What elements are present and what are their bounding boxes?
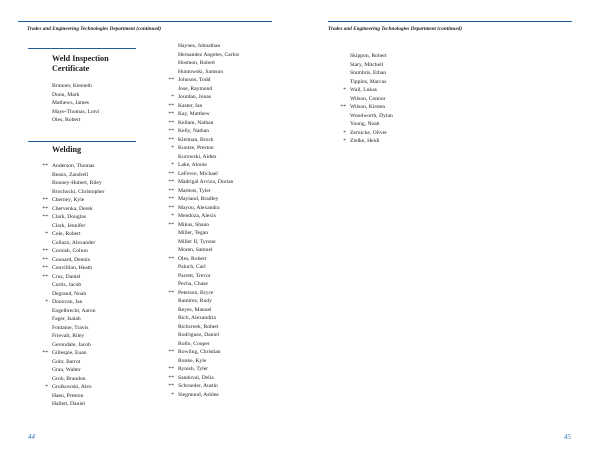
welding-name-list (42, 162, 105, 409)
student-name: Haynes, Johnathan (178, 43, 221, 49)
list-item (52, 315, 105, 324)
list-item (178, 246, 239, 255)
list-item (178, 42, 239, 51)
student-name: Hosmon, Robert (178, 60, 215, 66)
list-item (52, 324, 105, 333)
list-item (350, 69, 393, 78)
student-name: Miller II, Tyrone (178, 238, 216, 245)
list-item (340, 103, 393, 112)
list-item (52, 307, 105, 316)
list-item (178, 59, 239, 68)
student-name: Rollo, Cooper (178, 340, 210, 347)
welding-name-list-continued (168, 42, 240, 399)
honor-mark: ** (42, 205, 48, 212)
list-item (52, 239, 105, 248)
list-item (350, 61, 393, 70)
student-name: Runke, Kyle (178, 357, 207, 364)
honor-mark: ** (42, 197, 48, 203)
student-name: Beaux, Zandrell (52, 171, 89, 178)
list-item (52, 222, 105, 231)
list-item (42, 349, 105, 358)
list-item (171, 212, 239, 221)
student-name: Dunn, Mark (52, 91, 80, 98)
list-item (52, 281, 105, 290)
list-item (171, 161, 239, 170)
honor-mark: ** (168, 136, 174, 143)
list-item (168, 76, 239, 85)
list-item (168, 374, 239, 383)
student-name: Pecha, Chase (178, 281, 208, 287)
student-name: Peterson, Bryce (178, 289, 214, 296)
list-item (42, 213, 105, 222)
honor-mark: * (45, 299, 48, 305)
student-name: Hernandez Angeles, Carlos (178, 51, 240, 58)
list-item (42, 196, 105, 205)
honor-mark: * (171, 94, 174, 100)
list-item (168, 204, 239, 213)
list-item (168, 102, 239, 111)
student-name: Curtis, Jacob (52, 282, 82, 288)
student-name: Woodworth, Dylan (350, 112, 393, 119)
student-name: Mikus, Shaun (178, 221, 210, 228)
list-item (350, 112, 393, 121)
list-item (350, 52, 393, 61)
honor-mark: ** (42, 273, 48, 280)
student-name: Bonney-Hubert, Riley (52, 180, 102, 186)
honor-mark: ** (168, 111, 174, 117)
honor-mark: * (171, 145, 174, 151)
honor-mark: ** (168, 119, 174, 126)
list-item (168, 110, 239, 119)
running-header: Trades and Engineering Technologies Department (continued) (328, 26, 463, 32)
list-item (343, 137, 393, 146)
student-name: Siegmund, Ashlee (178, 391, 219, 398)
student-name: Chervenka, Derek (52, 205, 93, 212)
student-name: Parrett, Trevor (178, 272, 211, 279)
list-item (42, 247, 105, 256)
student-name: Engelbrecht, Aaron (52, 307, 96, 314)
student-name: Tippins, Marcus (350, 78, 387, 85)
list-item (178, 331, 239, 340)
honor-mark: ** (168, 196, 174, 202)
list-item (42, 256, 105, 265)
list-item (42, 205, 105, 214)
list-item (171, 391, 239, 400)
student-name: Rich, Alexandria (178, 315, 216, 321)
student-name: Wilson, Kirsten (350, 104, 386, 110)
honor-mark: * (343, 138, 346, 144)
student-name: Wilson, Connor (350, 95, 386, 102)
student-name: Groh, Brandon (52, 375, 86, 382)
list-item (168, 187, 239, 196)
student-name: Degrand, Noah (52, 290, 87, 297)
weld-inspection-name-list (52, 82, 100, 125)
list-item (178, 238, 239, 247)
student-name: Donovan, Ian (52, 299, 83, 305)
list-item (350, 78, 393, 87)
list-item (52, 108, 100, 117)
list-item (52, 358, 105, 367)
student-name: Stumbris, Ethan (350, 70, 387, 76)
list-item (168, 119, 239, 128)
student-name: Oles, Robert (178, 255, 207, 262)
student-name: Kleiman, Brock (178, 136, 214, 143)
honor-mark: ** (168, 366, 174, 372)
student-name: Clark, Jennifer (52, 222, 86, 229)
right-page (300, 0, 600, 463)
student-name: Cherney, Kyle (52, 197, 85, 203)
list-item (178, 306, 239, 315)
student-name: Martens, Tyler (178, 187, 211, 194)
honor-mark: ** (42, 248, 48, 254)
honor-mark: * (171, 213, 174, 219)
student-name: Stary, Mitchell (350, 61, 384, 68)
honor-mark: ** (168, 221, 174, 228)
student-name: Gohr, Barrot (52, 358, 81, 365)
list-item (52, 290, 105, 299)
list-item (168, 221, 239, 230)
honor-mark: ** (168, 170, 174, 177)
list-item (52, 116, 100, 125)
student-name: Counard, Dennis (52, 256, 90, 263)
student-name: Young, Noah (350, 121, 380, 127)
student-name: Lake, Alonie (178, 162, 207, 168)
student-name: Frievalt, Riley (52, 333, 85, 339)
honor-mark: ** (42, 350, 48, 356)
student-name: Johnson, Todd (178, 77, 211, 83)
list-item (45, 383, 105, 392)
list-item (52, 332, 105, 341)
honor-mark: ** (42, 163, 48, 169)
student-name: Cornish, Colton (52, 248, 88, 254)
student-name: Richcreek, Robert (178, 323, 219, 330)
student-name: Rynish, Tyler (178, 366, 209, 372)
student-name: Maye-Thomas, Lotvi (52, 108, 100, 115)
list-item (168, 289, 239, 298)
honor-mark: * (45, 384, 48, 390)
honor-mark: ** (168, 179, 174, 185)
student-name: Paluch, Carl (178, 264, 206, 270)
list-item (168, 382, 239, 391)
list-item (178, 323, 239, 332)
list-item (45, 230, 105, 239)
list-item (52, 171, 105, 180)
student-name: Huntowski, Samson (178, 68, 224, 75)
list-item (52, 188, 105, 197)
student-name: Kellam, Nathan (178, 119, 214, 126)
student-name: Sandoval, Delia (178, 374, 214, 381)
list-item (52, 392, 105, 401)
student-name: Zielke, Heidi (350, 138, 380, 144)
welding-name-list-right (340, 52, 393, 146)
list-item (45, 298, 105, 307)
list-item (168, 178, 239, 187)
student-name: Jourdan, Jonas (178, 94, 211, 100)
honor-mark: ** (168, 102, 174, 109)
student-name: Kaster, Ian (178, 102, 203, 109)
list-item (42, 162, 105, 171)
list-item (343, 86, 393, 95)
list-item (178, 51, 239, 60)
honor-mark: * (343, 129, 346, 136)
student-name: Moren, Samuel (178, 247, 213, 253)
list-item (168, 255, 239, 264)
list-item (178, 272, 239, 281)
list-item (178, 314, 239, 323)
list-item (52, 341, 105, 350)
honor-mark: * (45, 231, 48, 237)
student-name: Collazo, Alexander (52, 239, 96, 246)
honor-mark: ** (42, 265, 48, 271)
list-item (178, 297, 239, 306)
honor-mark: ** (340, 104, 346, 110)
list-item (178, 280, 239, 289)
student-name: Wall, Lukas (350, 87, 377, 93)
student-name: Jose, Raymond (178, 85, 213, 92)
list-item (171, 144, 239, 153)
list-item (178, 85, 239, 94)
student-name: LeFevre, Michael (178, 170, 218, 177)
student-name: Oles, Robert (52, 117, 81, 123)
student-name: Kurowski, Aiden (178, 153, 217, 160)
student-name: Ramirez, Rudy (178, 298, 212, 304)
list-item (178, 357, 239, 366)
student-name: Cole, Robert (52, 231, 81, 237)
student-name: Gillespie, Euan (52, 350, 87, 356)
honor-mark: ** (168, 187, 174, 194)
honor-mark: ** (42, 256, 48, 263)
student-name: Mayland, Bradley (178, 196, 219, 202)
list-item (350, 120, 393, 129)
honor-mark: ** (168, 255, 174, 262)
section-title-weld-inspection: Weld Inspection Certificate (52, 54, 109, 73)
student-name: Fontaine, Travis (52, 324, 89, 331)
student-name: Kelly, Nathan (178, 128, 210, 134)
list-item (178, 153, 239, 162)
student-name: Brunner, Kenneth (52, 83, 92, 89)
list-item (350, 95, 393, 104)
student-name: Kay, Matthew (178, 111, 210, 117)
honor-mark: ** (168, 77, 174, 83)
honor-mark: ** (42, 214, 48, 220)
honor-mark: ** (168, 289, 174, 296)
student-name: Anderson, Thomas (52, 163, 95, 169)
list-item (52, 179, 105, 188)
student-name: Mayou, Alexandra (178, 204, 220, 211)
section-divider (28, 48, 136, 49)
student-name: Couvillion, Heath (52, 265, 93, 271)
student-name: Mathews, James (52, 100, 89, 106)
honor-mark: * (171, 162, 174, 168)
running-header: Trades and Engineering Technologies Department (continued) (27, 26, 162, 32)
page-number: 44 (28, 433, 35, 441)
header-rule (328, 21, 572, 22)
list-item (178, 340, 239, 349)
list-item (52, 366, 105, 375)
student-name: Gerondale, Jacob (52, 341, 91, 348)
list-item (168, 127, 239, 136)
list-item (168, 348, 239, 357)
honor-mark: * (171, 391, 174, 398)
section-divider (28, 141, 136, 142)
honor-mark: ** (168, 383, 174, 389)
student-name: Skippon, Robert (350, 53, 387, 59)
student-name: Mendoza, Alexis (178, 213, 216, 219)
list-item (52, 400, 105, 409)
list-item (52, 375, 105, 384)
list-item (178, 229, 239, 238)
list-item (168, 195, 239, 204)
list-item (42, 264, 105, 273)
student-name: Cruz, Daniel (52, 273, 81, 280)
list-item (168, 170, 239, 179)
student-name: Grau, Walter (52, 367, 81, 373)
list-item (171, 93, 239, 102)
student-name: Zernicke, Oliver (350, 129, 387, 136)
section-title-welding: Welding (52, 145, 82, 154)
student-name: Reyes, Manuel (178, 306, 212, 313)
student-name: Grulkowski, Alex (52, 384, 92, 390)
student-name: Madrigal Arvizu, Dorian (178, 179, 234, 185)
honor-mark: ** (168, 128, 174, 134)
page-number: 45 (564, 433, 571, 441)
list-item (178, 68, 239, 77)
honor-mark: ** (168, 374, 174, 381)
header-rule (18, 21, 272, 22)
student-name: Clark, Douglas (52, 214, 86, 220)
list-item (52, 99, 100, 108)
list-item (52, 82, 100, 91)
list-item (178, 263, 239, 272)
honor-mark: ** (168, 204, 174, 211)
student-name: Miller, Tegan (178, 230, 209, 236)
student-name: Kuntze, Preston (178, 145, 214, 151)
list-item (42, 273, 105, 282)
student-name: Haen, Preston (52, 392, 84, 399)
honor-mark: * (343, 87, 346, 93)
student-name: Rodriguez, Daniel (178, 332, 220, 338)
student-name: Hallett, Daniel (52, 401, 85, 407)
student-name: Rowling, Christian (178, 349, 221, 355)
student-name: Brochocki, Christopher (52, 188, 105, 195)
list-item (343, 129, 393, 138)
honor-mark: ** (168, 349, 174, 355)
student-name: Schroeder, Austin (178, 383, 218, 389)
student-name: Fager, Isaiah (52, 316, 81, 322)
list-item (52, 91, 100, 100)
list-item (168, 365, 239, 374)
list-item (168, 136, 239, 145)
